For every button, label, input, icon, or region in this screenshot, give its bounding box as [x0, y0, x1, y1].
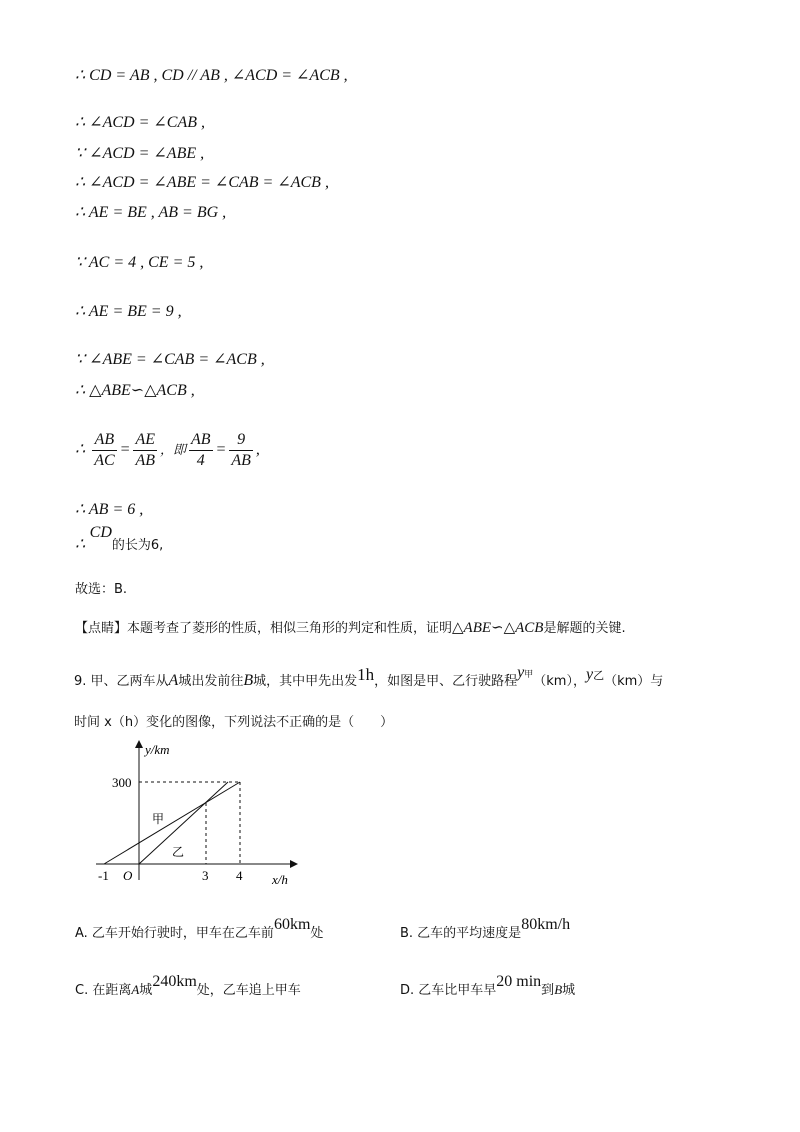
x-axis-label: x/h: [272, 872, 288, 887]
solution-line-12: [75, 524, 164, 556]
solution-line-5: ∴ AE = BE , AB = BG ,: [75, 204, 227, 221]
y-axis-arrow-icon: [135, 740, 143, 748]
question-9-line-2: 时间 x（h）变化的图像，下列说法不正确的是（ ）: [74, 715, 394, 730]
x-axis-arrow-icon: [290, 860, 298, 868]
solution-line-1: ∴ CD = AB , CD // AB , ∠ACD = ∠ACB ,: [75, 67, 348, 84]
fraction-9-ab: $\frac{9}{AB}$: [231, 431, 251, 469]
solution-line-9: ∴ △ABE∽△ACB ,: [75, 382, 195, 399]
y-axis-label: y/km: [145, 742, 170, 757]
comment-line: 【点睛】本题考查了菱形的性质，相似三角形的判定和性质，证明△ABE∽△ACB是解题的关键.: [75, 620, 626, 636]
answer-line: 故选：B.: [75, 582, 128, 597]
solution-line-11: ∴ AB = 6 ,: [75, 501, 144, 518]
tick-300: 300: [112, 775, 132, 790]
label-jia: 甲: [152, 812, 165, 826]
tick-minus-1: -1: [98, 868, 109, 883]
solution-line-8: ∵ ∠ABE = ∠CAB = ∠ACB ,: [75, 351, 265, 368]
option-d[interactable]: D. 乙车比甲车早20 min到B城: [400, 973, 576, 998]
fraction-ae-ab: $\frac{AE}{AB}$: [135, 431, 155, 469]
tick-4: 4: [236, 868, 243, 883]
tick-3: 3: [202, 868, 209, 883]
that-is-text: ，即: [159, 443, 186, 459]
option-a[interactable]: A. 乙车开始行驶时，甲车在乙车前60km处: [75, 916, 324, 941]
solution-line-10: ∴ $\frac{AB}{AC}$ = $\frac{AE}{AB}$ ，即 $\frac{AB}{4}$ = $\frac{9}{AB}$ ,: [75, 431, 260, 469]
option-c[interactable]: C. 在距离A城240km处，乙车追上甲车: [75, 973, 301, 998]
question-9-line-1: 9. 甲、乙两车从A城出发前往B城，其中甲先出发1h，如图是甲、乙行驶路程y甲（km），y乙（km）与: [74, 664, 664, 689]
fraction-ab-4: $\frac{AB}{4}$: [191, 431, 211, 469]
solution-line-7: ∴ AE = BE = 9 ,: [75, 303, 182, 320]
label-yi: 乙: [172, 845, 185, 859]
cd-variable: CD: [89, 524, 112, 541]
therefore-symbol: ∴: [75, 536, 86, 553]
cd-length-text: 的长为6,: [111, 538, 164, 553]
fraction-ab-ac: $\frac{AB}{AC}$: [94, 431, 115, 469]
origin-label: O: [123, 868, 133, 883]
solution-line-4: ∴ ∠ACD = ∠ABE = ∠CAB = ∠ACB ,: [75, 174, 329, 191]
solution-line-3: ∵ ∠ACD = ∠ABE ,: [75, 145, 205, 162]
solution-line-6: ∵ AC = 4 , CE = 5 ,: [75, 254, 204, 271]
distance-time-graph: [90, 740, 310, 890]
therefore-symbol: ∴: [75, 441, 86, 459]
option-b[interactable]: B. 乙车的平均速度是80km/h: [400, 916, 571, 941]
solution-line-2: ∴ ∠ACD = ∠CAB ,: [75, 114, 206, 131]
